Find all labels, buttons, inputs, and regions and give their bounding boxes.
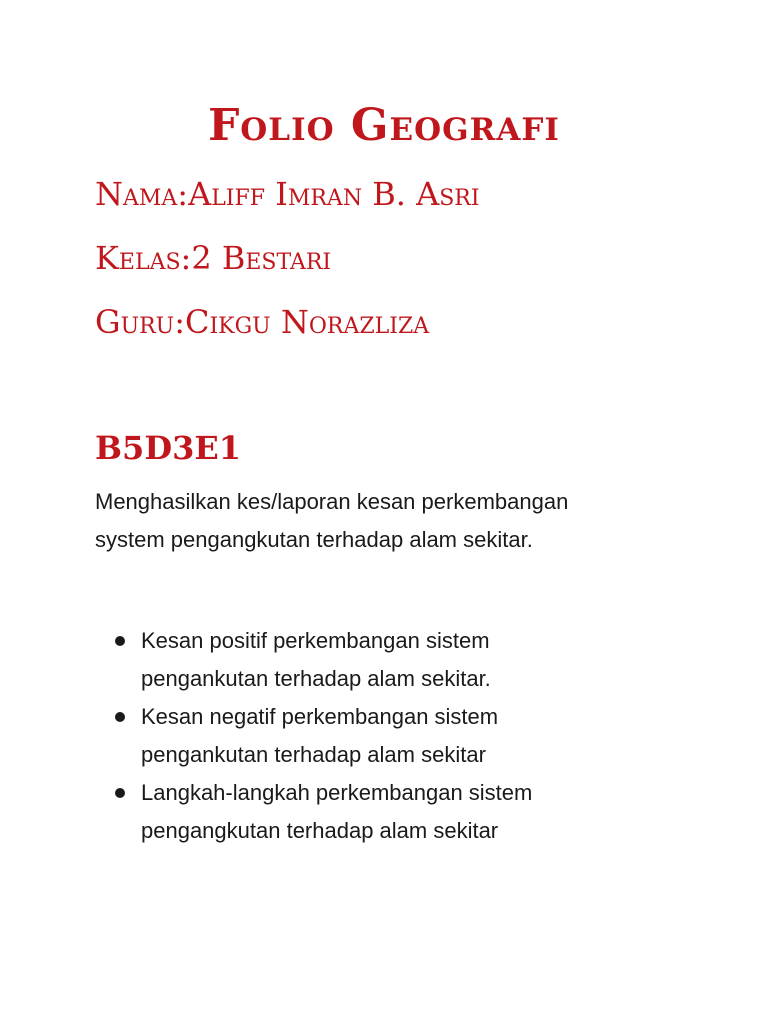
description-line: Menghasilkan kes/laporan kesan perkembangan xyxy=(95,489,569,514)
bullet-list xyxy=(115,622,675,850)
bullet-icon xyxy=(115,788,125,798)
bullet-icon xyxy=(115,636,125,646)
student-name: Nama:Aliff Imran B. Asri xyxy=(95,175,480,213)
list-item-line: pengankutan terhadap alam sekitar. xyxy=(141,666,491,691)
list-item-line: pengankutan terhadap alam sekitar xyxy=(141,742,486,767)
list-item xyxy=(115,774,675,850)
list-item xyxy=(115,622,675,698)
list-item-line: Kesan positif perkembangan sistem xyxy=(141,628,490,653)
description-line: system pengangkutan terhadap alam sekitar. xyxy=(95,527,533,552)
list-item-line: Kesan negatif perkembangan sistem xyxy=(141,704,499,729)
list-item-line: pengangkutan terhadap alam sekitar xyxy=(141,818,499,843)
student-class: Kelas:2 Bestari xyxy=(95,239,332,277)
section-description xyxy=(95,483,695,559)
section-code: B5D3E1 xyxy=(95,429,241,467)
teacher-name: Guru:Cikgu Norazliza xyxy=(95,303,430,341)
bullet-icon xyxy=(115,712,125,722)
document-title: Folio Geografi xyxy=(208,100,560,151)
list-item xyxy=(115,698,675,774)
list-item-line: Langkah-langkah perkembangan sistem xyxy=(141,780,533,805)
